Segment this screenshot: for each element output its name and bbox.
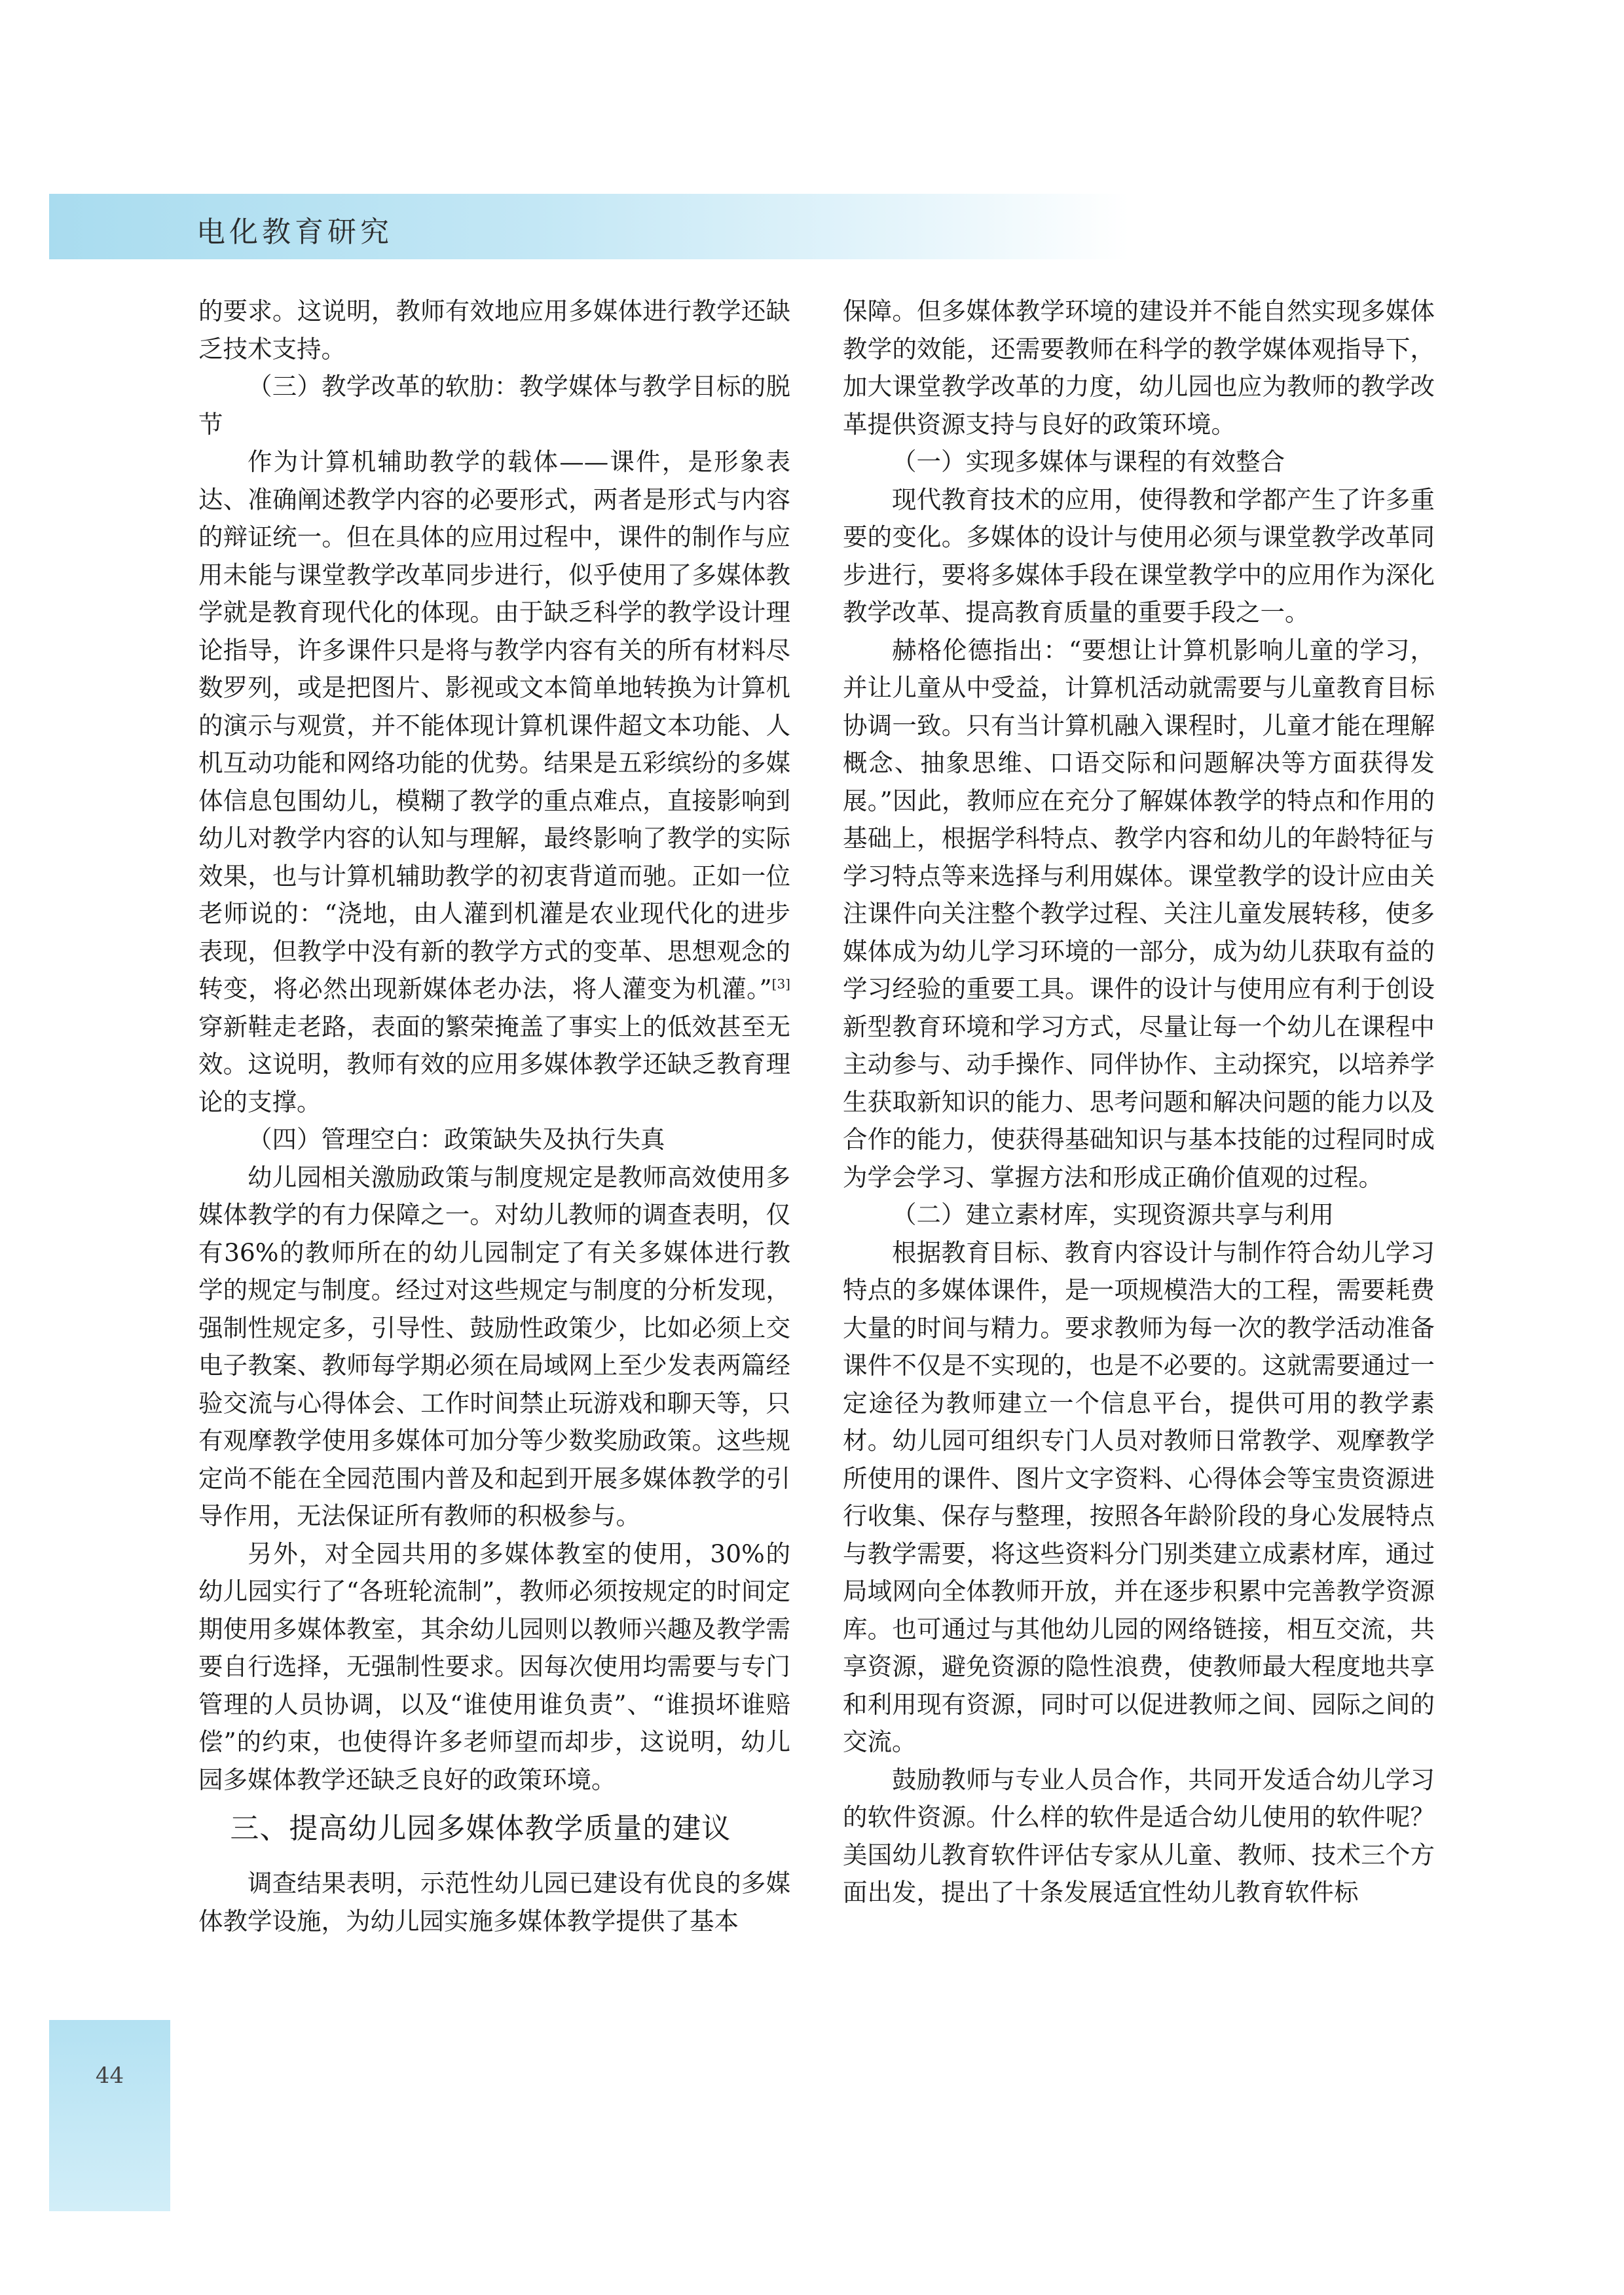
- paragraph: 鼓励教师与专业人员合作，共同开发适合幼儿学习的软件资源。什么样的软件是适合幼儿使用的软件呢？美国幼儿教育软件评估专家从儿童、教师、技术三个方面出发，提出了十条发展适宜性幼儿教育软件标: [843, 1765, 1435, 1907]
- paragraph: [198, 443, 790, 1121]
- subsection-heading: （三）教学改革的软肋：教学媒体与教学目标的脱节: [198, 372, 790, 439]
- paragraph: 幼儿园相关激励政策与制度规定是教师高效使用多媒体教学的有力保障之一。对幼儿教师的调查表明，仅有36%的教师所在的幼儿园制定了有关多媒体进行教学的规定与制度。经过对这些规定与制度的分析发现，强制性规定多，引导性、鼓励性政策少，比如必须上交电子教案、教师每学期必须在局域网上至少发表两篇经验交流与心得体会、工作时间禁止玩游戏和聊天等，只有观摩教学使用多媒体可加分等少数奖励政策。这些规定尚不能在全园范围内普及和起到开展多媒体教学的引导作用，无法保证所有教师的积极参与。: [198, 1162, 790, 1530]
- citation-ref: [3]: [771, 976, 790, 992]
- paragraph: 根据教育目标、教育内容设计与制作符合幼儿学习特点的多媒体课件，是一项规模浩大的工程，需要耗费大量的时间与精力。要求教师为每一次的教学活动准备课件不仅是不实现的，也是不必要的。这就需要通过一定途径为教师建立一个信息平台，提供可用的教学素材。幼儿园可组织专门人员对教师日常教学、观摩教学所使用的课件、图片文字资料、心得体会等宝贵资源进行收集、保存与整理，按照各年龄阶段的身心发展特点与教学需要，将这些资料分门别类建立成素材库，通过局域网向全体教师开放，并在逐步积累中完善教学资源库。也可通过与其他幼儿园的网络链接，相互交流，共享资源，避免资源的隐性浪费，使教师最大程度地共享和利用现有资源，同时可以促进教师之间、园际之间的交流。: [843, 1238, 1435, 1756]
- paragraph-text: 穿新鞋走老路，表面的繁荣掩盖了事实上的低效甚至无效。这说明，教师有效的应用多媒体教学还缺乏教育理论的支撑。: [198, 1012, 790, 1116]
- page-number-tab: [49, 2020, 170, 2211]
- section-heading: 三、提高幼儿园多媒体教学质量的建议: [230, 1812, 731, 1845]
- right-column: [843, 293, 1435, 1912]
- paragraph: 的要求。这说明，教师有效地应用多媒体进行教学还缺乏技术支持。: [198, 297, 790, 363]
- paragraph: 另外，对全园共用的多媒体教室的使用，30%的幼儿园实行了“各班轮流制”，教师必须按规定的时间定期使用多媒体教室，其余幼儿园则以教师兴趣及教学需要自行选择，无强制性要求。因每次使用均需要与专门管理的人员协调，以及“谁使用谁负责”、“谁损坏谁赔偿”的约束，也使得许多老师望而却步，这说明，幼儿园多媒体教学还缺乏良好的政策环境。: [198, 1539, 790, 1794]
- journal-title: 电化教育研究: [196, 215, 393, 249]
- paragraph: 现代教育技术的应用，使得教和学都产生了许多重要的变化。多媒体的设计与使用必须与课堂教学改革同步进行，要将多媒体手段在课堂教学中的应用作为深化教学改革、提高教育质量的重要手段之一。: [843, 485, 1435, 627]
- paragraph: 调查结果表明，示范性幼儿园已建设有优良的多媒体教学设施，为幼儿园实施多媒体教学提供了基本: [198, 1869, 790, 1936]
- paragraph: 保障。但多媒体教学环境的建设并不能自然实现多媒体教学的效能，还需要教师在科学的教学媒体观指导下，加大课堂教学改革的力度，幼儿园也应为教师的教学改革提供资源支持与良好的政策环境。: [843, 297, 1435, 439]
- left-column: [198, 293, 790, 1940]
- subsection-heading: （四）管理空白：政策缺失及执行失真: [248, 1125, 665, 1154]
- subsection-heading: （一）实现多媒体与课程的有效整合: [892, 447, 1285, 476]
- subsection-heading: （二）建立素材库，实现资源共享与利用: [892, 1200, 1334, 1229]
- paragraph-text: 作为计算机辅助教学的载体——课件，是形象表达、准确阐述教学内容的必要形式，两者是形式与内容的辩证统一。但在具体的应用过程中，课件的制作与应用未能与课堂教学改革同步进行，似乎使用了多媒体教学就是教育现代化的体现。由于缺乏科学的教学设计理论指导，许多课件只是将与教学内容有关的所有材料尽数罗列，或是把图片、影视或文本简单地转换为计算机的演示与观赏，并不能体现计算机课件超文本功能、人机互动功能和网络功能的优势。结果是五彩缤纷的多媒体信息包围幼儿，模糊了教学的重点难点，直接影响到幼儿对教学内容的认知与理解，最终影响了教学的实际效果，也与计算机辅助教学的初衷背道而驰。正如一位老师说的：“浇地，由人灌到机灌是农业现代化的进步表现，但教学中没有新的教学方式的变革、思想观念的转变，将必然出现新媒体老办法，将人灌变为机灌。”: [198, 447, 790, 1003]
- paragraph: 赫格伦德指出：“要想让计算机影响儿童的学习，并让儿童从中受益，计算机活动就需要与儿童教育目标协调一致。只有当计算机融入课程时，儿童才能在理解概念、抽象思维、口语交际和问题解决等方面获得发展。”因此，教师应在充分了解媒体教学的特点和作用的基础上，根据学科特点、教学内容和幼儿的年龄特征与学习特点等来选择与利用媒体。课堂教学的设计应由关注课件向关注整个教学过程、关注儿童发展转移，使多媒体成为幼儿学习环境的一部分，成为幼儿获取有益的学习经验的重要工具。课件的设计与使用应有利于创设新型教育环境和学习方式，尽量让每一个幼儿在课程中主动参与、动手操作、同伴协作、主动探究，以培养学生获取新知识的能力、思考问题和解决问题的能力以及合作的能力，使获得基础知识与基本技能的过程同时成为学会学习、掌握方法和形成正确价值观的过程。: [843, 635, 1435, 1192]
- page-number: 44: [95, 2063, 124, 2089]
